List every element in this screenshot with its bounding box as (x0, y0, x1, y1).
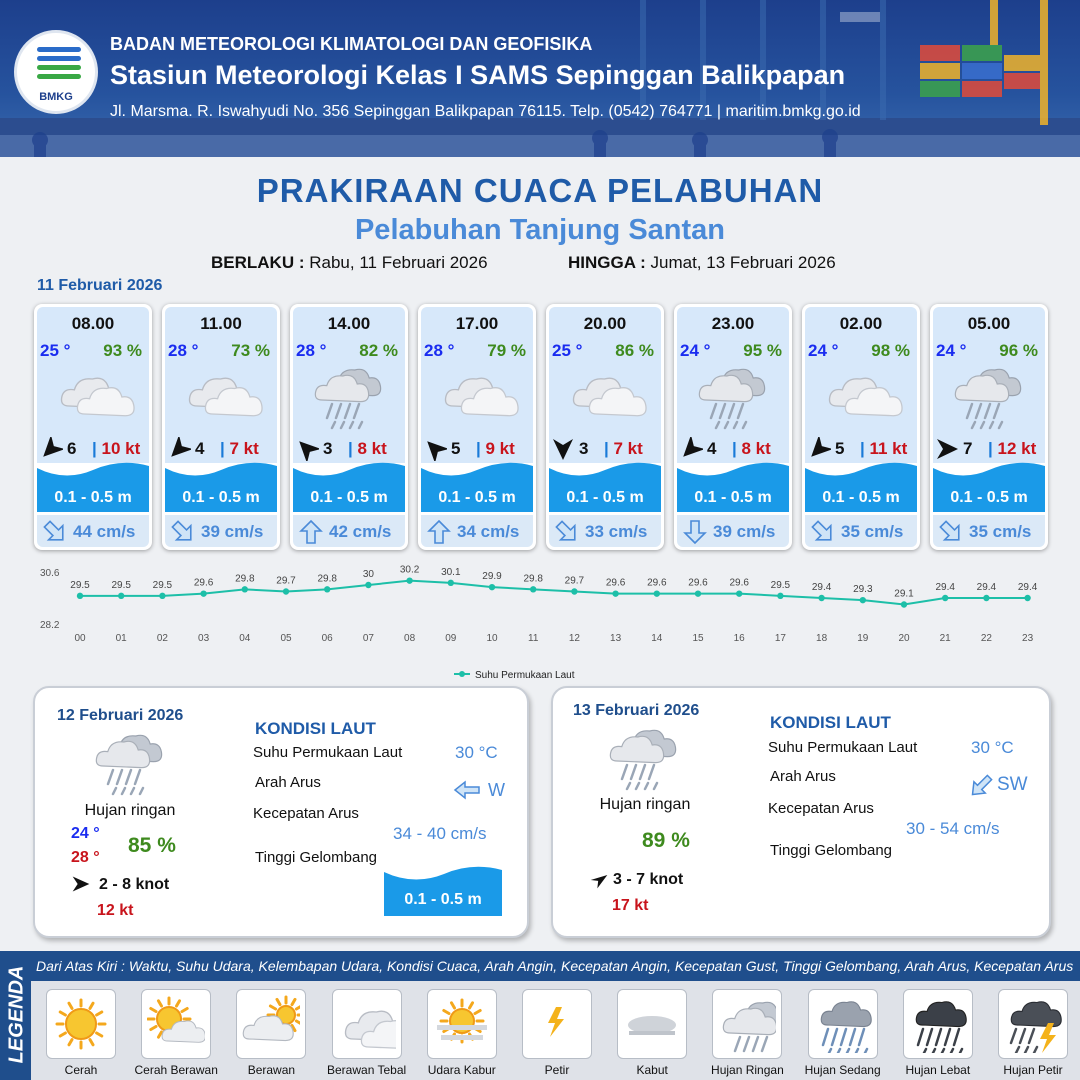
current-speed: 44 cm/s (73, 522, 136, 541)
sst-value-label: 30.2 (399, 564, 420, 576)
x-tick-label: 14 (651, 633, 663, 644)
valid-from (211, 253, 488, 273)
legend-label: Cerah (64, 1063, 98, 1077)
sst-value-label: 29.4 (811, 582, 832, 593)
logo-stripe (37, 74, 81, 79)
current-speed: 35 cm/s (841, 522, 904, 541)
legend-label: Petir (544, 1063, 570, 1077)
day3-dir-value: SW (997, 774, 1028, 795)
legend-item (522, 989, 592, 1059)
wind-direction-icon (551, 437, 575, 461)
day2-wave-value: 0.1 - 0.5 m (404, 891, 482, 908)
wave-height: 0.1 - 0.5 m (182, 489, 260, 506)
hour-time: 02.00 (839, 314, 883, 333)
sst-value-label: 29.5 (152, 579, 173, 591)
x-tick-label: 16 (733, 633, 745, 644)
sst-point (818, 595, 824, 601)
wind-speed: 5 (451, 439, 461, 458)
hour-temp: 28 ° (424, 341, 455, 360)
hour-card (418, 304, 536, 550)
current-speed: 42 cm/s (329, 522, 392, 541)
sst-point (365, 582, 371, 588)
separator: | (988, 439, 998, 458)
hour-card (290, 304, 408, 550)
cloud-icon (438, 362, 520, 432)
station-address: Jl. Marsma. R. Iswahyudi No. 356 Sepinggan Balikpapan 76115. Telp. (0542) 764771 | maritim.bmkg.go.id (110, 103, 861, 120)
gust-value: 8 kt (741, 439, 771, 458)
legend-item (903, 989, 973, 1059)
sst-point (571, 588, 577, 594)
hour-time: 20.00 (583, 314, 627, 333)
wind-direction-icon (423, 437, 447, 461)
gust-value: 11 kt (869, 439, 908, 458)
gust-speed (732, 439, 771, 459)
sst-value-label: 29.3 (853, 584, 873, 596)
current-row (165, 515, 277, 547)
valid-from-value: Rabu, 11 Februari 2026 (309, 253, 488, 272)
arrow-down-right-icon (554, 519, 580, 545)
wind-direction-icon (679, 437, 703, 461)
rain-cloud-icon (91, 728, 173, 798)
day3-dir-label: Arah Arus (770, 768, 836, 785)
current-speed: 39 cm/s (713, 522, 776, 541)
wind-direction-icon (807, 437, 831, 461)
separator: | (92, 439, 102, 458)
hour-time: 05.00 (967, 314, 1011, 333)
x-tick-label: 05 (280, 633, 292, 644)
cerah-berawan-icon (147, 995, 205, 1053)
day2-kondisi-title: KONDISI LAUT (255, 719, 376, 738)
wind-speed: 5 (835, 439, 845, 458)
hour-time: 11.00 (200, 314, 242, 333)
current-speed: 33 cm/s (585, 522, 648, 541)
logo-stripe (37, 65, 81, 70)
day2-dir-label: Arah Arus (255, 774, 321, 791)
hour-temp: 25 ° (552, 341, 583, 360)
hour-humidity: 73 % (231, 341, 270, 360)
sst-value-label: 30.1 (441, 566, 461, 578)
wave-height: 0.1 - 0.5 m (438, 489, 516, 506)
sst-point (448, 580, 454, 586)
logo-stripe (37, 47, 81, 52)
gust-value: 7 kt (229, 439, 259, 458)
arrow-down-left-icon (967, 772, 995, 800)
day2-date: 12 Februari 2026 (57, 707, 184, 724)
hour-card (34, 304, 152, 550)
sst-point (118, 593, 124, 599)
day2-sst-label: Suhu Permukaan Laut (253, 744, 403, 761)
wave-height: 0.1 - 0.5 m (310, 489, 388, 506)
legend-item (998, 989, 1068, 1059)
gust-value: 10 kt (101, 439, 141, 458)
hour-humidity: 96 % (999, 341, 1038, 360)
sst-value-label: 29.4 (976, 582, 997, 593)
logo-stripe (37, 56, 81, 61)
port-name: Pelabuhan Tanjung Santan (354, 214, 726, 246)
gust-speed (988, 439, 1036, 459)
legend-title: LEGENDA (5, 965, 28, 1064)
current-row (37, 515, 149, 547)
sst-legend-label: Suhu Permukaan Laut (475, 670, 575, 681)
sst-point (530, 586, 536, 592)
station-name: Stasiun Meteorologi Kelas I SAMS Sepinggan Balikpapan (110, 60, 846, 90)
wave-height: 0.1 - 0.5 m (566, 489, 644, 506)
valid-to-value: Jumat, 13 Februari 2026 (650, 253, 836, 272)
day3-kondisi-title: KONDISI LAUT (770, 713, 891, 732)
day3-condition: Hujan ringan (599, 796, 691, 813)
sst-point (983, 595, 989, 601)
gust-value: 9 kt (485, 439, 515, 458)
legend-label: Hujan Lebat (905, 1063, 971, 1077)
arrow-down-right-icon (170, 519, 196, 545)
berawan-icon (242, 995, 300, 1053)
hujan-petir-icon (1004, 995, 1062, 1053)
legend-item (712, 989, 782, 1059)
wave-height: 0.1 - 0.5 m (54, 489, 132, 506)
day3-panel (551, 686, 1051, 938)
wind-speed: 3 (323, 439, 333, 458)
day3-sst-value: 30 °C (971, 738, 1014, 757)
day3-sst-label: Suhu Permukaan Laut (768, 739, 918, 756)
current-row (421, 515, 533, 547)
sst-value-label: 29.7 (564, 575, 585, 587)
x-tick-label: 13 (610, 633, 622, 644)
org-name: BADAN METEOROLOGI KLIMATOLOGI DAN GEOFISIKA (110, 34, 593, 54)
sst-value-label: 29.8 (523, 573, 543, 585)
arrow-up-icon (426, 519, 452, 545)
sst-point (942, 595, 948, 601)
wind-direction-icon (167, 437, 191, 461)
day2-wind-speed: 2 - 8 knot (99, 876, 170, 893)
day3-wave-label: Tinggi Gelombang (770, 842, 893, 859)
current-row (293, 515, 405, 547)
sst-value-label: 29.6 (605, 577, 626, 589)
x-tick-label: 22 (980, 633, 992, 644)
sst-point (324, 586, 330, 592)
hour-card (802, 304, 920, 550)
logo-text: BMKG (39, 91, 73, 103)
rain-cloud-icon (950, 362, 1032, 432)
sst-value-label: 29.5 (70, 579, 90, 591)
current-speed: 39 cm/s (201, 522, 264, 541)
day2-dir-value: W (488, 780, 505, 800)
arrow-down-icon (682, 519, 708, 545)
legend-item (46, 989, 116, 1059)
current-row (933, 515, 1045, 547)
udara-kabur-icon (433, 995, 491, 1053)
hour-card (674, 304, 792, 550)
x-tick-label: 01 (115, 633, 127, 644)
sst-value-label: 29.9 (482, 571, 502, 583)
valid-from-label: BERLAKU : (211, 253, 305, 272)
wind-direction-icon (295, 437, 319, 461)
current-speed: 35 cm/s (969, 522, 1032, 541)
x-tick-label: 19 (857, 633, 869, 644)
y-tick-label: 30.6 (40, 568, 60, 579)
sst-value-label: 29.5 (111, 579, 131, 591)
sst-value-label: 29.4 (935, 582, 955, 593)
wind-speed: 4 (195, 439, 205, 458)
hour-temp: 24 ° (808, 341, 839, 360)
bmkg-logo (14, 30, 98, 114)
wind-direction-icon (589, 870, 609, 890)
day3-humidity: 89 % (642, 829, 690, 852)
valid-to-label: HINGGA : (568, 253, 646, 272)
sst-value-label: 29.6 (647, 577, 667, 589)
legend-label: Hujan Petir (1003, 1063, 1063, 1077)
x-tick-label: 00 (74, 633, 86, 644)
sst-point (736, 590, 742, 596)
y-tick-label: 28.2 (40, 620, 60, 631)
day3-speed-label: Kecepatan Arus (768, 800, 874, 817)
arrow-up-icon (298, 519, 324, 545)
hour-card (546, 304, 664, 550)
x-tick-label: 04 (239, 633, 251, 644)
x-tick-label: 03 (198, 633, 210, 644)
sst-point (612, 590, 618, 596)
wind-speed: 3 (579, 439, 589, 458)
sst-value-label: 29.1 (894, 588, 914, 600)
sst-value-label: 29.6 (193, 577, 214, 589)
hour-humidity: 93 % (103, 341, 142, 360)
page-title: PRAKIRAAN CUACA PELABUHAN (256, 172, 824, 209)
sst-point (777, 593, 783, 599)
wave-height: 0.1 - 0.5 m (694, 489, 772, 506)
sst-value-label: 29.6 (688, 577, 708, 589)
legend-description: Dari Atas Kiri : Waktu, Suhu Udara, Kelembapan Udara, Kondisi Cuaca, Arah Angin, Kecepatan Angin, Kecepatan Gust, Tinggi Gelombang, Arah Arus, Kecepatan Arus (36, 958, 1074, 974)
sst-point (77, 593, 83, 599)
gust-value: 12 kt (997, 439, 1037, 458)
arrow-left-icon (453, 780, 481, 800)
arrow-down-right-icon (810, 519, 836, 545)
day3-date: 13 Februari 2026 (573, 702, 700, 719)
sst-point (283, 588, 289, 594)
rain-cloud-icon (310, 362, 392, 432)
legend-label: Cerah Berawan (134, 1063, 218, 1077)
sst-point (200, 590, 206, 596)
day2-sst-value: 30 °C (455, 743, 498, 762)
arrow-down-right-icon (938, 519, 964, 545)
hour-time: 14.00 (327, 314, 371, 333)
sst-point (901, 601, 907, 607)
day3-wind-speed: 3 - 7 knot (613, 871, 684, 888)
separator: | (220, 439, 230, 458)
hour-temp: 24 ° (680, 341, 711, 360)
hour-card (930, 304, 1048, 550)
hujan-ringan-icon (718, 995, 776, 1053)
hour-temp: 28 ° (168, 341, 199, 360)
hour-card (162, 304, 280, 550)
legend-side-tab (0, 951, 31, 1080)
wind-speed: 4 (707, 439, 717, 458)
wind-speed: 6 (67, 439, 77, 458)
sst-chart (38, 564, 1078, 684)
separator: | (860, 439, 870, 458)
wave-height: 0.1 - 0.5 m (822, 489, 900, 506)
day3-speed-value: 30 - 54 cm/s (906, 819, 1000, 838)
sst-point (242, 586, 248, 592)
berawan-tebal-icon (338, 995, 396, 1053)
wind-direction-icon (39, 437, 63, 461)
cloud-icon (54, 362, 136, 432)
sst-value-label: 29.4 (1017, 582, 1038, 593)
x-tick-label: 21 (939, 633, 951, 644)
cloud-icon (566, 362, 648, 432)
x-tick-label: 18 (816, 633, 828, 644)
x-tick-label: 17 (774, 633, 786, 644)
kabut-icon (623, 995, 681, 1053)
hujan-sedang-icon (814, 995, 872, 1053)
day1-date: 11 Februari 2026 (37, 277, 163, 294)
wind-speed: 7 (963, 439, 973, 458)
hour-temp: 28 ° (296, 341, 327, 360)
gust-speed (220, 439, 259, 459)
sst-point (1024, 595, 1030, 601)
hour-temp: 25 ° (40, 341, 71, 360)
gust-speed (476, 439, 515, 459)
hour-time: 08.00 (71, 314, 115, 333)
x-tick-label: 15 (692, 633, 704, 644)
x-tick-label: 08 (404, 633, 416, 644)
sst-value-label: 30 (362, 569, 374, 580)
legend-item (141, 989, 211, 1059)
header-banner (0, 0, 1080, 157)
legend-marker (459, 671, 465, 677)
x-tick-label: 23 (1022, 633, 1034, 644)
sst-point (654, 590, 660, 596)
day2-wave-label: Tinggi Gelombang (255, 849, 378, 866)
rain-cloud-icon (605, 723, 687, 793)
legend-description-bar (31, 951, 1080, 981)
arrow-down-right-icon (42, 519, 68, 545)
legend-label: Hujan Ringan (711, 1063, 784, 1077)
hour-humidity: 98 % (871, 341, 910, 360)
x-tick-label: 20 (898, 633, 910, 644)
separator: | (732, 439, 742, 458)
current-row (805, 515, 917, 547)
sst-point (159, 593, 165, 599)
current-row (549, 515, 661, 547)
sst-value-label: 29.8 (317, 573, 337, 585)
current-row (677, 515, 789, 547)
rain-cloud-icon (694, 362, 776, 432)
wind-direction-icon (71, 874, 91, 894)
sst-point (489, 584, 495, 590)
legend-label: Kabut (636, 1063, 668, 1077)
hour-time: 23.00 (711, 314, 755, 333)
legend-item (617, 989, 687, 1059)
sst-value-label: 29.5 (770, 579, 791, 591)
day2-speed-label: Kecepatan Arus (253, 805, 359, 822)
day2-humidity: 85 % (128, 834, 176, 857)
hour-humidity: 82 % (359, 341, 398, 360)
x-tick-label: 02 (156, 633, 168, 644)
hour-humidity: 86 % (615, 341, 654, 360)
gust-speed (604, 439, 643, 459)
wave-height: 0.1 - 0.5 m (950, 489, 1028, 506)
day3-gust: 17 kt (612, 897, 649, 914)
gust-value: 8 kt (357, 439, 387, 458)
separator: | (348, 439, 358, 458)
current-speed: 34 cm/s (457, 522, 520, 541)
day2-panel (33, 686, 529, 938)
valid-to (568, 253, 836, 273)
legend-label: Hujan Sedang (804, 1063, 881, 1077)
x-tick-label: 11 (528, 633, 539, 644)
x-tick-label: 07 (362, 633, 374, 644)
legend-item (427, 989, 497, 1059)
day2-condition: Hujan ringan (84, 802, 176, 819)
hujan-lebat-icon (909, 995, 967, 1053)
sst-point (860, 597, 866, 603)
sst-point (695, 590, 701, 596)
legend-label: Berawan (247, 1063, 296, 1077)
gust-speed (860, 439, 907, 459)
x-tick-label: 10 (486, 633, 498, 644)
gust-speed (348, 439, 387, 459)
hour-humidity: 79 % (487, 341, 526, 360)
cloud-icon (182, 362, 264, 432)
legend-item (236, 989, 306, 1059)
day2-speed-value: 34 - 40 cm/s (393, 824, 487, 843)
separator: | (476, 439, 486, 458)
legend-item (808, 989, 878, 1059)
legend-item (332, 989, 402, 1059)
day2-temp-max: 28 ° (71, 849, 100, 866)
sst-series-line (80, 581, 1028, 605)
x-tick-label: 09 (445, 633, 457, 644)
sst-value-label: 29.6 (729, 577, 749, 589)
petir-icon (528, 995, 586, 1053)
hour-humidity: 95 % (743, 341, 782, 360)
hour-temp: 24 ° (936, 341, 967, 360)
hour-time: 17.00 (455, 314, 499, 333)
legend-label: Udara Kabur (427, 1063, 496, 1077)
sst-value-label: 29.7 (276, 575, 296, 587)
separator: | (604, 439, 614, 458)
gust-speed (92, 439, 140, 459)
sst-value-label: 29.8 (235, 573, 255, 585)
cerah-icon (52, 995, 110, 1053)
wind-direction-icon (935, 437, 959, 461)
x-tick-label: 06 (321, 633, 333, 644)
day2-gust: 12 kt (97, 902, 134, 919)
x-tick-label: 12 (568, 633, 580, 644)
legend-label: Berawan Tebal (327, 1063, 407, 1077)
cloud-icon (822, 362, 904, 432)
sst-point (406, 577, 412, 583)
day2-temp-min: 24 ° (71, 825, 100, 842)
gust-value: 7 kt (613, 439, 643, 458)
